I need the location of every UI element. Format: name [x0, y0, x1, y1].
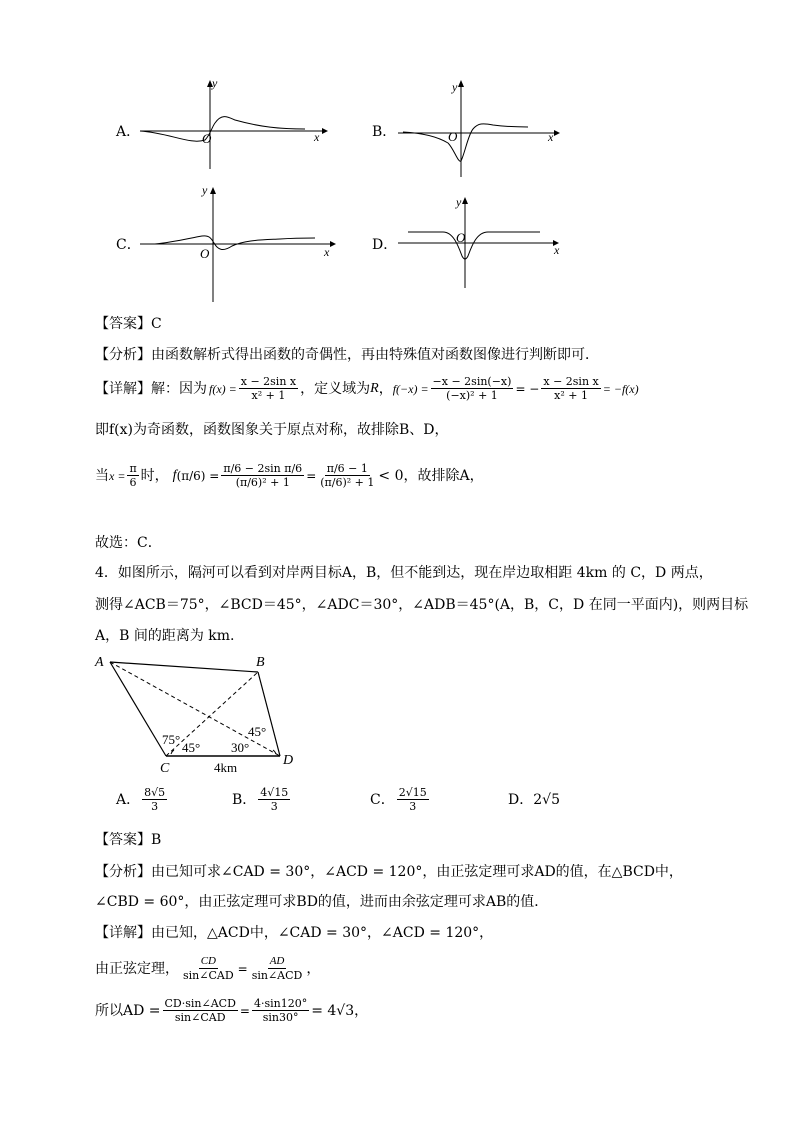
angle-acb: 75°	[162, 732, 181, 747]
detail-text: ，	[378, 380, 393, 397]
fraction	[252, 997, 309, 1024]
detail-tag: 【详解】	[95, 380, 151, 397]
distance-cd: 4km	[214, 760, 238, 775]
origin-label: O	[200, 246, 210, 261]
graph-b-plot	[368, 75, 568, 180]
q4-stem-line3: A，B 间的距离为 km.	[95, 628, 235, 644]
q4-detail-line2: 由正弦定理， $\frac{CD}{\text{sin∠CAD}}$ = $\frac{AD}{\text{sin∠ACD}}$ ，	[95, 955, 321, 982]
answer-value: C	[151, 316, 162, 332]
graph-a-plot	[110, 75, 330, 170]
denominator: sin∠ACD	[251, 969, 303, 982]
y-axis-label: y	[456, 195, 462, 209]
numerator: x − 2sin x	[543, 375, 599, 388]
answer-value: B	[151, 832, 162, 848]
coef: 8	[144, 786, 152, 799]
angle-adb: 45°	[248, 724, 267, 739]
point-c: C	[160, 761, 170, 775]
option-label: B．	[232, 791, 257, 808]
origin-label: O	[448, 129, 458, 144]
fraction	[221, 462, 304, 489]
fraction	[541, 375, 600, 402]
coef: 2	[533, 792, 543, 808]
q4-answer	[95, 830, 161, 850]
numerator: π	[129, 462, 137, 475]
radicand: 5	[551, 792, 560, 808]
denominator: sin30°	[262, 1011, 299, 1024]
option-label: C．	[370, 791, 395, 808]
radicand: 15	[274, 786, 289, 799]
fraction	[127, 462, 138, 489]
q4-detail-line1	[95, 923, 493, 943]
detail-text: ，定义域为	[300, 380, 371, 397]
numerator: x − 2sin x	[240, 375, 297, 388]
graph-option-b	[368, 75, 568, 180]
coef: 2	[398, 786, 406, 799]
x-axis-label: x	[324, 245, 330, 259]
denominator: x² + 1	[251, 389, 286, 402]
radicand: 5	[158, 786, 166, 799]
origin-label: O	[456, 230, 466, 245]
denominator: x² + 1	[554, 389, 588, 402]
option-label: A．	[116, 791, 141, 808]
q4-option-d[interactable]: D．2√5	[508, 792, 560, 808]
detail-text: ，	[306, 960, 321, 977]
detail-tag: 【详解】	[95, 925, 151, 941]
q4-stem-line2: 测得∠ACB＝75°，∠BCD＝45°，∠ADC＝30°，∠ADB＝45°(A，B，C，D 在同一平面内)，则两目标	[95, 597, 749, 613]
q4-option-b[interactable]	[232, 786, 292, 813]
fraction: $\frac{8√5}{3}$	[144, 786, 166, 813]
numerator: π/6 − 2sin π/6	[223, 462, 303, 475]
answer-tag: 【答案】	[95, 316, 151, 332]
point-b: B	[256, 655, 265, 670]
angle-adc: 30°	[231, 740, 250, 755]
q4-stem-line1: 4．如图所示，隔河可以看到对岸两目标A，B，但不能到达，现在岸边取相距 4km 的 C，D 两点，	[95, 565, 713, 581]
fraction: $\frac{4√15}{3}$	[260, 786, 289, 813]
numerator: CD·sin∠ACD	[164, 997, 236, 1010]
denominator: 6	[129, 476, 137, 489]
option-label: C．	[116, 237, 141, 253]
fraction	[318, 462, 376, 489]
detail-text: 由已知，△ACD中，∠CAD = 30°，∠ACD = 120°，	[151, 925, 494, 941]
domain-r: R	[370, 380, 379, 396]
graph-option-a	[110, 75, 330, 170]
fraction	[250, 955, 305, 982]
numerator: π/6 − 1	[326, 462, 368, 475]
graph-option-c	[110, 180, 340, 305]
x-axis-label: x	[554, 243, 560, 257]
x-axis-label: x	[548, 130, 554, 144]
numerator: 4·sin120°	[253, 997, 308, 1010]
x-eq: x =	[109, 468, 126, 483]
angle-bcd: 45°	[182, 740, 201, 755]
denominator: sin∠CAD	[174, 1011, 226, 1024]
analysis-text: 由已知可求∠CAD = 30°，∠ACD = 120°，由正弦定理可求AD的值，在△BCD中，	[151, 864, 683, 880]
q4-detail-line3: 所以AD = $\frac{\text{CD·sin∠ACD}}{\text{sin∠CAD}}$ = $\frac{4\cdot\sin 120^\circ}{\sin 30^\circ}$ = 4√3，	[95, 997, 369, 1024]
q3-detail-line2: 即f(x)为奇函数，函数图象关于原点对称，故排除B、D，	[95, 422, 449, 438]
q4-option-a[interactable]	[116, 786, 169, 813]
equals-minus: = −	[515, 381, 540, 396]
analysis-tag: 【分析】	[95, 347, 151, 363]
point-d: D	[283, 753, 294, 768]
coef: 4	[260, 786, 268, 799]
option-label: D．	[372, 237, 398, 253]
option-label: B．	[372, 124, 397, 140]
answer-tag: 【答案】	[95, 832, 151, 848]
graph-option-d	[368, 190, 568, 290]
numerator: CD	[200, 955, 216, 967]
detail-text: < 0，故排除A，	[378, 467, 484, 484]
fraction	[239, 375, 298, 402]
fx-expr: f(x) =	[209, 381, 237, 396]
q3-detail-line1	[95, 375, 639, 402]
denominator: sin∠CAD	[183, 969, 234, 982]
detail-text: 解：因为	[151, 380, 207, 397]
denominator: 3	[270, 800, 278, 813]
detail-text: 所以AD =	[95, 1002, 161, 1019]
radicand: 15	[412, 786, 427, 799]
detail-text: 当	[95, 467, 109, 484]
q3-analysis	[95, 345, 599, 365]
denominator: (−x)² + 1	[446, 389, 498, 402]
q3-answer	[95, 314, 162, 334]
q3-choose: 故选：C．	[95, 535, 162, 551]
numerator: −x − 2sin(−x)	[432, 375, 512, 388]
origin-label: O	[202, 131, 212, 146]
fraction: $\frac{2√15}{3}$	[398, 786, 427, 813]
q3-detail-line3: 当 x = $\frac{\pi}{6}$ 时， f (π/6) = $\frac{\text{π/6 − 2sin π/6}}{\text{(π/6)² + 1}}$ = $\frac{\pi/6 - 1}{\text{(π/6)² + 1}}$ < 0，故排除A，	[95, 462, 484, 489]
q4-analysis-line2: ∠CBD = 60°，由正弦定理可求BD的值，进而由余弦定理可求AB的值．	[95, 894, 549, 910]
f-func: f	[172, 467, 177, 483]
q4-figure	[90, 650, 320, 775]
q4-option-c[interactable]	[370, 786, 431, 813]
detail-text: 由正弦定理，	[95, 960, 179, 977]
analysis-tag: 【分析】	[95, 864, 151, 880]
detail-text: 时，	[140, 467, 169, 484]
detail-text: = 4√3，	[311, 1002, 369, 1019]
denominator: 3	[151, 800, 159, 813]
y-axis-label: y	[452, 80, 458, 94]
fraction	[181, 955, 236, 982]
graph-d-plot	[368, 190, 568, 290]
q4-analysis-line1	[95, 862, 683, 882]
point-a: A	[95, 655, 104, 670]
numerator: AD	[269, 955, 285, 967]
option-label: D．	[508, 792, 534, 808]
x-axis-label: x	[314, 130, 320, 144]
option-label: A．	[116, 124, 141, 140]
y-axis-label: y	[202, 183, 208, 197]
y-axis-label: y	[212, 76, 218, 90]
analysis-text: 由函数解析式得出函数的奇偶性，再由特殊值对函数图像进行判断即可．	[151, 347, 599, 363]
fraction	[163, 997, 238, 1024]
fnx-expr: f(−x) =	[392, 381, 429, 396]
denominator: (π/6)² + 1	[320, 476, 375, 489]
neg-fx: = −f(x)	[602, 381, 639, 396]
fraction	[431, 375, 514, 402]
denominator: (π/6)² + 1	[235, 476, 290, 489]
denominator: 3	[409, 800, 417, 813]
graph-c-plot	[110, 180, 340, 305]
